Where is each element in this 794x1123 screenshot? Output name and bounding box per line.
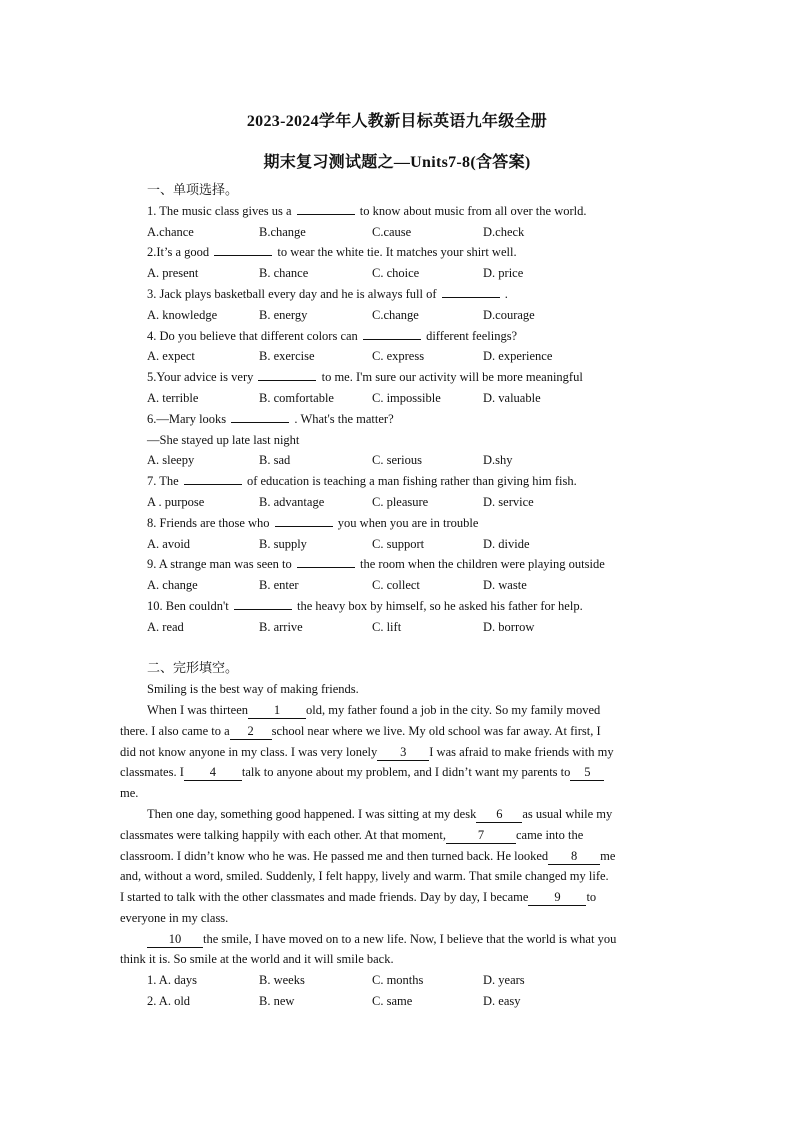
answer-blank [297,201,355,215]
answer-option: A. knowledge [147,307,218,322]
question-list [147,201,675,638]
answer-option: C. express [372,349,425,364]
answer-option: C. choice [372,266,420,281]
answer-option: C.change [372,307,419,322]
answer-option: B. new [259,994,295,1009]
question-stem: 8. Friends are those who you when you are in trouble [147,513,675,534]
answer-option: D. service [483,494,534,509]
answer-option: B.change [259,224,306,239]
question-dialog-line: —She stayed up late last night [147,432,300,447]
answer-option: B. supply [259,536,307,551]
blank-1: 1 [248,703,306,719]
answer-option: D. easy [483,994,521,1009]
answer-option: A. present [147,266,199,281]
answer-option: B. arrive [259,619,303,634]
answer-option: 1. A. days [147,973,197,988]
answer-options [147,388,675,409]
section-heading: 一、单项选择。 [147,182,239,197]
passage-paragraph: When I was thirteen 1 old, my father found a job in the city. So my family moved there. I also came to a 2 school near where we live. My old school was far away. At first, I did not know anyone in my class. I was very lonely 3 I was afraid to make friends with my classmates. I 4 talk to anyone about my problem, and I didn’t want my parents to 5 me. [120,702,614,801]
blank-7: 7 [446,828,516,844]
cloze-answer-options [147,991,675,1012]
answer-option: B. energy [259,307,308,322]
blank-10: 10 [147,932,203,948]
answer-option: A. read [147,619,184,634]
answer-option: C. collect [372,578,420,593]
answer-option: C. pleasure [372,494,429,509]
answer-option: C. same [372,994,413,1009]
answer-option: C. impossible [372,390,441,405]
question-stem: 7. The of education is teaching a man fishing rather than giving him fish. [147,471,675,492]
cloze-options [147,970,675,1012]
cloze-answer-options [147,970,675,991]
answer-option: D.check [483,224,525,239]
answer-option: B. enter [259,578,299,593]
question-stem: 6.—Mary looks . What's the matter? [147,409,675,430]
answer-blank [275,513,333,527]
question-stem: 1. The music class gives us a to know about music from all over the world. [147,201,675,222]
answer-option: D. waste [483,578,527,593]
answer-option: A. avoid [147,536,191,551]
answer-option: A. expect [147,349,195,364]
answer-option: B. sad [259,453,291,468]
answer-option: C. lift [372,619,402,634]
question-stem: 9. A strange man was seen to the room when the children were playing outside [147,554,675,575]
answer-options [147,575,675,596]
answer-options [147,222,675,243]
passage-title: Smiling is the best way of making friends. [147,682,359,697]
blank-2: 2 [230,724,272,740]
answer-options [147,346,675,367]
answer-option: B. exercise [259,349,315,364]
blank-3: 3 [377,745,429,761]
answer-option: A.chance [147,224,194,239]
answer-blank [234,596,292,610]
answer-option: D. price [483,266,524,281]
question-stem: 2.It’s a good to wear the white tie. It matches your shirt well. [147,242,675,263]
answer-options [147,305,675,326]
answer-option: D.shy [483,453,513,468]
answer-option: C. months [372,973,424,988]
answer-option: A. change [147,578,198,593]
answer-blank [297,554,355,568]
answer-option: D. experience [483,349,553,364]
answer-option: B. advantage [259,494,325,509]
blank-8: 8 [548,849,600,865]
answer-option: C.cause [372,224,412,239]
answer-option: A. sleepy [147,453,195,468]
answer-blank [258,367,316,381]
answer-blank [231,409,289,423]
answer-blank [184,471,242,485]
blank-6: 6 [476,807,522,823]
question-stem: 4. Do you believe that different colors can different feelings? [147,326,675,347]
answer-blank [363,326,421,340]
answer-options [147,492,675,513]
answer-option: B. comfortable [259,390,334,405]
document-body [120,180,675,1012]
answer-option: B. chance [259,266,309,281]
document-subtitle: 期末复习测试题之—Units7-8(含答案) [263,154,531,171]
blank-9: 9 [528,890,586,906]
answer-blank [214,242,272,256]
answer-option: A. terrible [147,390,199,405]
blank-5: 5 [570,765,604,781]
answer-option: D. borrow [483,619,535,634]
answer-options [147,263,675,284]
question-stem: 5.Your advice is very to me. I'm sure our activity will be more meaningful [147,367,675,388]
answer-option: C. serious [372,453,422,468]
question-stem: 3. Jack plays basketball every day and he is always full of . [147,284,675,305]
answer-option: D. years [483,973,525,988]
answer-option: B. weeks [259,973,305,988]
answer-option: D. divide [483,536,530,551]
passage-paragraph: Then one day, something good happened. I was sitting at my desk 6 as usual while my classmates were talking happily with each other. At that moment, 7 came into the classroom. I didn’t know who he was. He passed me and then turned back. He looked 8 me and, without a word, smiled. Suddenly, I felt happy, lively and warm. That smile changed my life. I started to talk with the other classmates and made friends. Day by day, I became 9 to everyone in my class. [120,806,616,925]
answer-option: C. support [372,536,425,551]
passage-paragraph: 10 the smile, I have moved on to a new life. Now, I believe that the world is what you think it is. So smile at the world and it will smile back. [120,931,617,967]
section-heading: 二、完形填空。 [147,660,239,676]
blank-4: 4 [184,765,242,781]
answer-options [147,617,675,638]
document-title: 2023-2024学年人教新目标英语九年级全册 [246,113,548,130]
question-stem: 10. Ben couldn't the heavy box by himself, so he asked his father for help. [147,596,675,617]
answer-options [147,534,675,555]
answer-options [147,450,675,471]
answer-option: A . purpose [147,494,205,509]
answer-option: 2. A. old [147,994,191,1009]
answer-option: D.courage [483,307,535,322]
answer-blank [442,284,500,298]
answer-option: D. valuable [483,390,541,405]
